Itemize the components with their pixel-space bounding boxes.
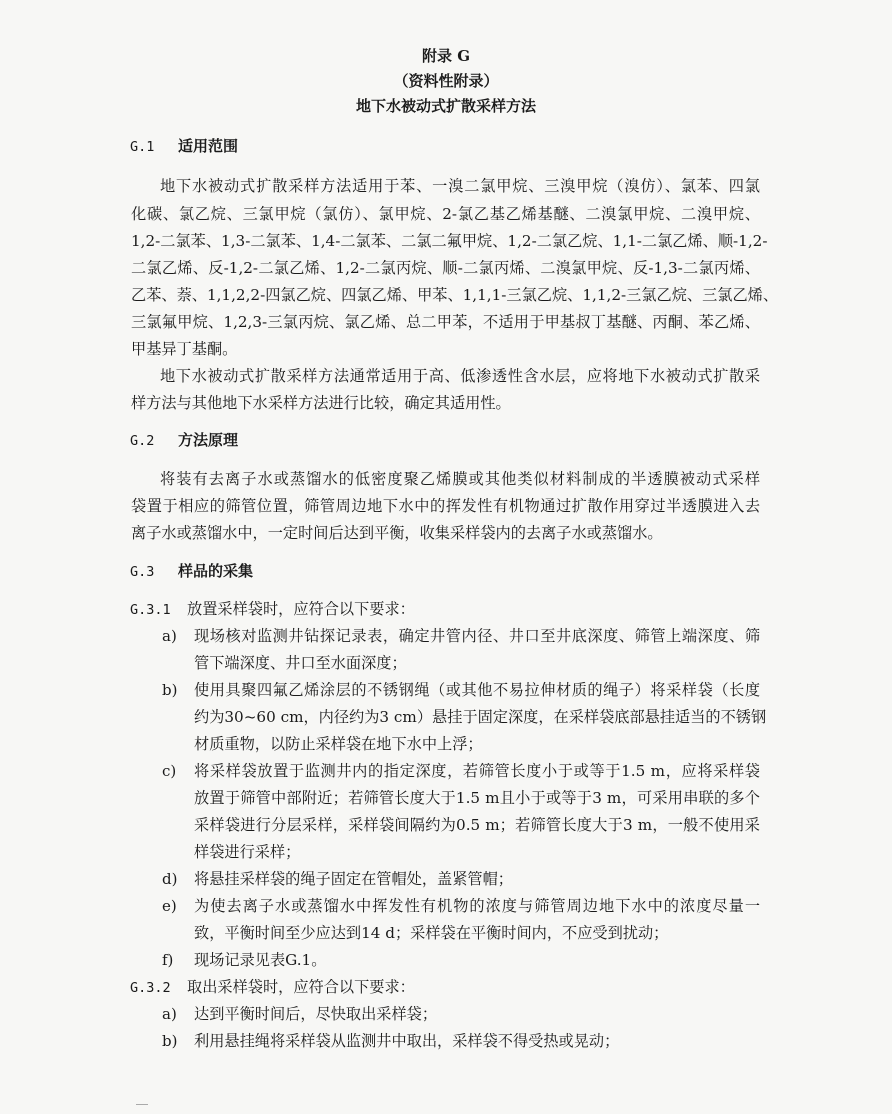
paragraph-line: 地下水被动式扩散采样方法适用于苯、一溴二氯甲烷、三溴甲烷（溴仿）、氯苯、四氯 [160, 177, 760, 195]
paragraph-line: 袋置于相应的筛管位置，筛管周边地下水中的挥发性有机物通过扩散作用穿过半透膜进入去 [131, 497, 760, 515]
paragraph-line: 样方法与其他地下水采样方法进行比较，确定其适用性。 [131, 394, 511, 412]
paragraph-line: 甲基异丁基酮。 [131, 340, 238, 358]
subsection-g3-1 [130, 599, 415, 620]
list-item-line: 约为30~60 cm，内径约为3 cm）悬挂于固定深度，在采样袋底部悬挂适当的不锈钢 [194, 708, 767, 726]
list-item-label: a) [162, 627, 177, 645]
section-g1-heading [130, 136, 238, 157]
paragraph-line: 将装有去离子水或蒸馏水的低密度聚乙烯膜或其他类似材料制成的半透膜被动式采样 [160, 470, 760, 488]
paragraph-line: 1,2-二氯苯、1,3-二氯苯、1,4-二氯苯、二氯二氟甲烷、1,2-二氯乙烷、1,1-二氯乙烯、顺-1,2- [131, 232, 768, 250]
subsection-g3-2 [130, 977, 415, 998]
section-number: G.1 [130, 139, 155, 155]
list-item-line: 使用具聚四氟乙烯涂层的不锈钢绳（或其他不易拉伸材质的绳子）将采样袋（长度 [194, 681, 760, 699]
list-item-line: 样袋进行采样； [194, 843, 301, 861]
section-title: 方法原理 [178, 431, 239, 449]
list-item-label: f) [162, 951, 174, 969]
section-g2-heading [130, 430, 238, 451]
list-item-label: d) [162, 870, 178, 888]
appendix-label: 附录 G [421, 47, 471, 65]
subsection-number: G.3.2 [130, 980, 171, 996]
list-item-label: e) [162, 897, 177, 915]
list-item-line: 将悬挂采样袋的绳子固定在管帽处，盖紧管帽； [194, 870, 513, 888]
list-item-line: 现场记录见表G.1。 [194, 951, 327, 969]
list-item-line: 管下端深度、井口至水面深度； [194, 654, 407, 672]
appendix-title: 地下水被动式扩散采样方法 [355, 97, 536, 115]
section-number: G.2 [130, 433, 155, 449]
list-item-line: 为使去离子水或蒸馏水中挥发性有机物的浓度与筛管周边地下水中的浓度尽量一 [194, 897, 760, 915]
section-title: 适用范围 [178, 137, 239, 155]
list-item-line: 采样袋进行分层采样，采样袋间隔约为0.5 m；若筛管长度大于3 m，一般不使用采 [194, 816, 760, 834]
section-number: G.3 [130, 564, 155, 580]
subsection-text: 取出采样袋时，应符合以下要求： [187, 978, 415, 996]
list-item-line: 将采样袋放置于监测井内的指定深度，若筛管长度小于或等于1.5 m，应将采样袋 [194, 762, 760, 780]
paragraph-line: 乙苯、萘、1,1,2,2-四氯乙烷、四氯乙烯、甲苯、1,1,1-三氯乙烷、1,1,2-三氯乙烷、三氯乙烯、 [131, 286, 779, 304]
list-item-line: 材质重物，以防止采样袋在地下水中上浮； [194, 735, 483, 753]
list-item-line: 现场核对监测井钻探记录表，确定井管内径、井口至井底深度、筛管上端深度、筛 [194, 627, 760, 645]
paragraph-line: 地下水被动式扩散采样方法通常适用于高、低渗透性含水层，应将地下水被动式扩散采 [160, 367, 760, 385]
paragraph-line: 化碳、氯乙烷、三氯甲烷（氯仿）、氯甲烷、2-氯乙基乙烯基醚、二溴氯甲烷、二溴甲烷、 [131, 205, 760, 223]
list-item-label: a) [162, 1005, 177, 1023]
list-item-label: b) [162, 1032, 178, 1050]
section-g3-heading [130, 561, 253, 582]
appendix-nature: （资料性附录） [393, 72, 499, 90]
list-item-label: b) [162, 681, 178, 699]
list-item-line: 利用悬挂绳将采样袋从监测井中取出，采样袋不得受热或晃动； [194, 1032, 620, 1050]
paragraph-line: 三氯氟甲烷、1,2,3-三氯丙烷、氯乙烯、总二甲苯，不适用于甲基叔丁基醚、丙酮、苯乙烯、 [131, 313, 760, 331]
page-edge-mark [136, 1104, 148, 1108]
list-item-label: c) [162, 762, 177, 780]
list-item-line: 达到平衡时间后，尽快取出采样袋； [194, 1005, 437, 1023]
subsection-number: G.3.1 [130, 602, 171, 618]
subsection-text: 放置采样袋时，应符合以下要求： [187, 600, 415, 618]
list-item-line: 放置于筛管中部附近；若筛管长度大于1.5 m且小于或等于3 m，可采用串联的多个 [194, 789, 760, 807]
paragraph-line: 离子水或蒸馏水中，一定时间后达到平衡，收集采样袋内的去离子水或蒸馏水。 [131, 524, 663, 542]
section-title: 样品的采集 [178, 562, 254, 580]
list-item-line: 致，平衡时间至少应达到14 d；采样袋在平衡时间内，不应受到扰动； [194, 924, 669, 942]
paragraph-line: 二氯乙烯、反-1,2-二氯乙烯、1,2-二氯丙烷、顺-二氯丙烯、二溴氯甲烷、反-1,3-二氯丙烯、 [131, 259, 760, 277]
